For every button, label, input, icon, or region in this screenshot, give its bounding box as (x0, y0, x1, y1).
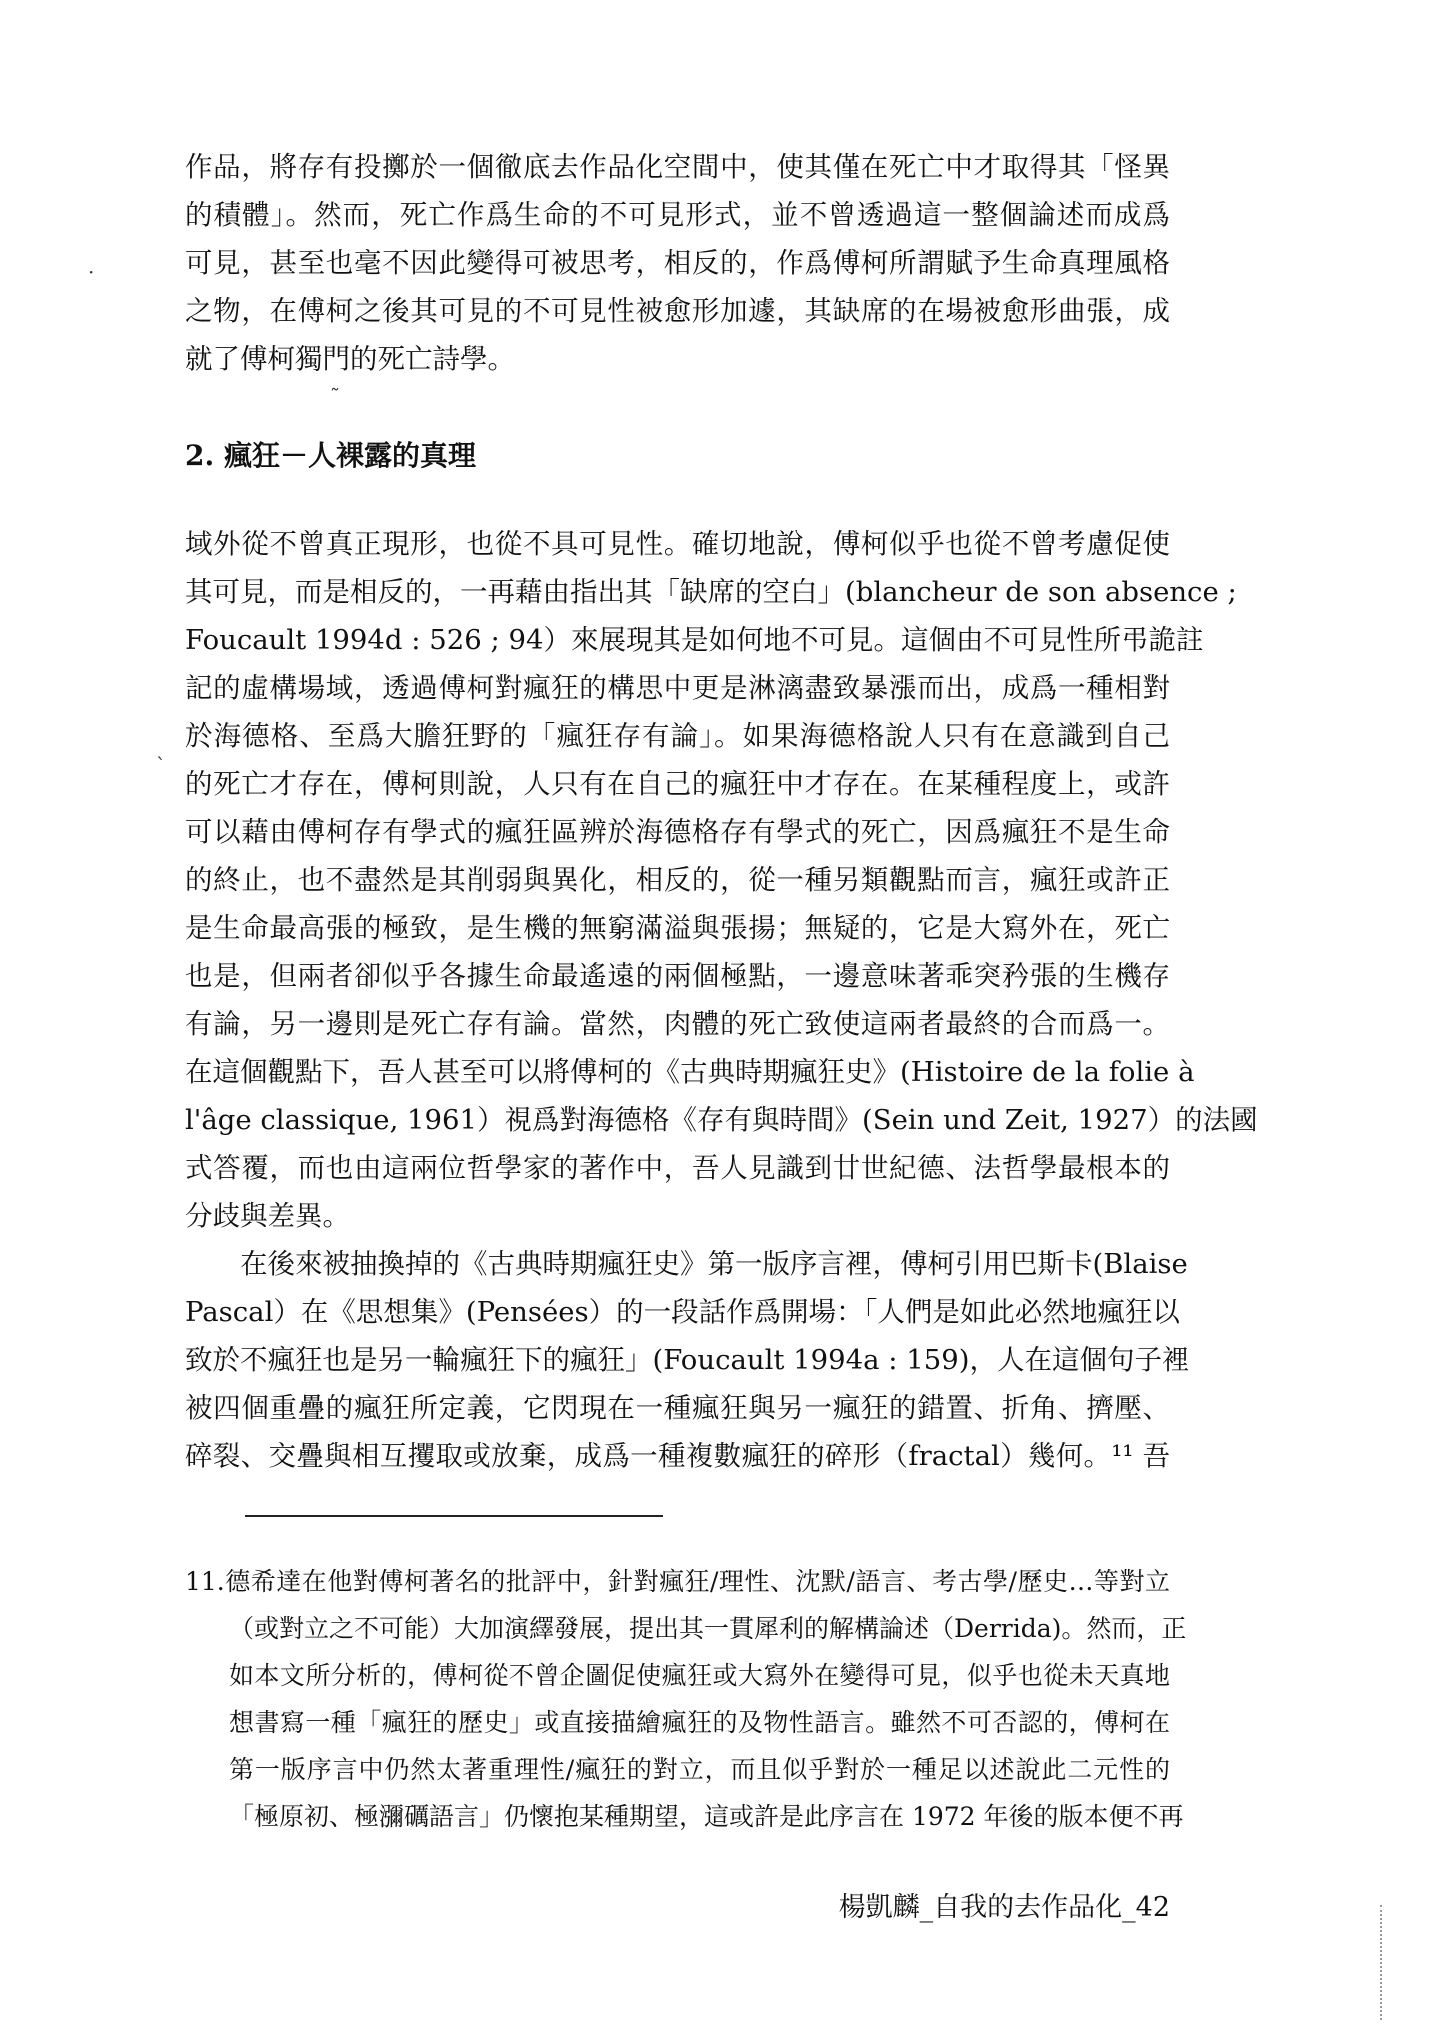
text-line: 在後來被抽換掉的《古典時期瘋狂史》第一版序言裡，傅柯引用巴斯卡(Blaise (240, 1248, 1188, 1280)
scan-mark: ˜ (330, 384, 340, 408)
intro-paragraph (185, 143, 1170, 383)
text-line: 是生命最高張的極致，是生機的無窮滿溢與張揚；無疑的，它是大寫外在，死亡 (185, 912, 1170, 944)
text-line: Pascal）在《思想集》(Pensées）的一段話作爲開場：「人們是如此必然地瘋狂以 (185, 1296, 1180, 1328)
text-line: 可以藉由傅柯存有學式的瘋狂區辨於海德格存有學式的死亡，因爲瘋狂不是生命 (185, 816, 1170, 848)
footnote-line: 想書寫一種「瘋狂的歷史」或直接描繪瘋狂的及物性語言。雖然不可否認的，傅柯在 (229, 1708, 1170, 1737)
text-line: 的死亡才存在，傅柯則說，人只有在自己的瘋狂中才存在。在某種程度上，或許 (185, 768, 1170, 800)
text-line: Foucault 1994d : 526 ; 94）來展現其是如何地不可見。這個由不可見性所弔詭註 (185, 624, 1204, 656)
footnote-line: 「極原初、極瀰礪語言」仍懷抱某種期望，這或許是此序言在 1972 年後的版本便不再 (229, 1802, 1184, 1831)
footnote-line: （或對立之不可能）大加演繹發展，提出其一貫犀利的解構論述（Derrida)。然而，正 (229, 1614, 1187, 1643)
text-line: 的積體」。然而，死亡作爲生命的不可見形式，並不曾透過這一整個論述而成爲 (185, 199, 1170, 231)
text-line: 致於不瘋狂也是另一輪瘋狂下的瘋狂」(Foucault 1994a : 159)，人在這個句子裡 (185, 1344, 1190, 1376)
paragraph-1 (185, 520, 1258, 1240)
text-line: 之物，在傅柯之後其可見的不可見性被愈形加遽，其缺席的在場被愈形曲張，成 (185, 295, 1170, 327)
footnote-line: 第一版序言中仍然太著重理性/瘋狂的對立，而且似乎對於一種足以述說此二元性的 (229, 1755, 1170, 1784)
text-line: 其可見，而是相反的，一再藉由指出其「缺席的空白」(blancheur de son absence ; (185, 576, 1237, 608)
text-line: 記的虛構場域，透過傅柯對瘋狂的構思中更是淋漓盡致暴漲而出，成爲一種相對 (185, 672, 1170, 704)
footnote-separator (245, 1515, 663, 1517)
text-line: 域外從不曾真正現形，也從不具可見性。確切地說，傅柯似乎也從不曾考慮促使 (185, 528, 1170, 560)
text-line: 可見，甚至也毫不因此變得可被思考，相反的，作爲傅柯所謂賦予生命真理風格 (185, 247, 1170, 279)
footnote-11 (185, 1558, 1187, 1840)
text-line: 的終止，也不盡然是其削弱與異化，相反的，從一種另類觀點而言，瘋狂或許正 (185, 864, 1170, 896)
text-line: 有論，另一邊則是死亡存有論。當然，肉體的死亡致使這兩者最終的合而爲一。 (185, 1008, 1170, 1040)
text-line: l'âge classique, 1961）視爲對海德格《存有與時間》(Sein und Zeit, 1927）的法國 (185, 1104, 1258, 1136)
text-line: 於海德格、至爲大膽狂野的「瘋狂存有論」。如果海德格說人只有在意識到自己 (185, 720, 1170, 752)
scan-edge (1380, 1905, 1384, 2020)
text-line: 碎裂、交疊與相互攫取或放棄，成爲一種複數瘋狂的碎形（fractal）幾何。¹¹ 吾 (185, 1440, 1170, 1472)
text-line: 式答覆，而也由這兩位哲學家的著作中，吾人見識到廿世紀德、法哲學最根本的 (185, 1152, 1170, 1184)
text-line: 也是，但兩者卻似乎各據生命最遙遠的兩個極點，一邊意味著乖突矜張的生機存 (185, 960, 1170, 992)
text-line: 在這個觀點下，吾人甚至可以將傅柯的《古典時期瘋狂史》(Histoire de la folie à (185, 1056, 1195, 1088)
page-footer: 楊凱麟_自我的去作品化_42 (838, 1892, 1170, 1923)
text-line: 分歧與差異。 (185, 1200, 350, 1232)
text-line: 就了傅柯獨門的死亡詩學。 (185, 343, 515, 375)
section-heading: 2. 瘋狂－人裸露的真理 (185, 439, 476, 472)
text-line: 被四個重疊的瘋狂所定義，它閃現在一種瘋狂與另一瘋狂的錯置、折角、擠壓、 (185, 1392, 1170, 1424)
paragraph-2 (185, 1240, 1190, 1480)
scan-mark: · (88, 260, 95, 284)
footnote-line: 如本文所分析的，傅柯從不曾企圖促使瘋狂或大寫外在變得可見，似乎也從未天真地 (229, 1661, 1170, 1690)
scan-mark: ` (156, 753, 166, 777)
footnote-line: 11.德希達在他對傅柯著名的批評中，針對瘋狂/理性、沈默/語言、考古學/歷史…等對立 (185, 1567, 1170, 1596)
text-line: 作品，將存有投擲於一個徹底去作品化空間中，使其僅在死亡中才取得其「怪異 (185, 151, 1170, 183)
